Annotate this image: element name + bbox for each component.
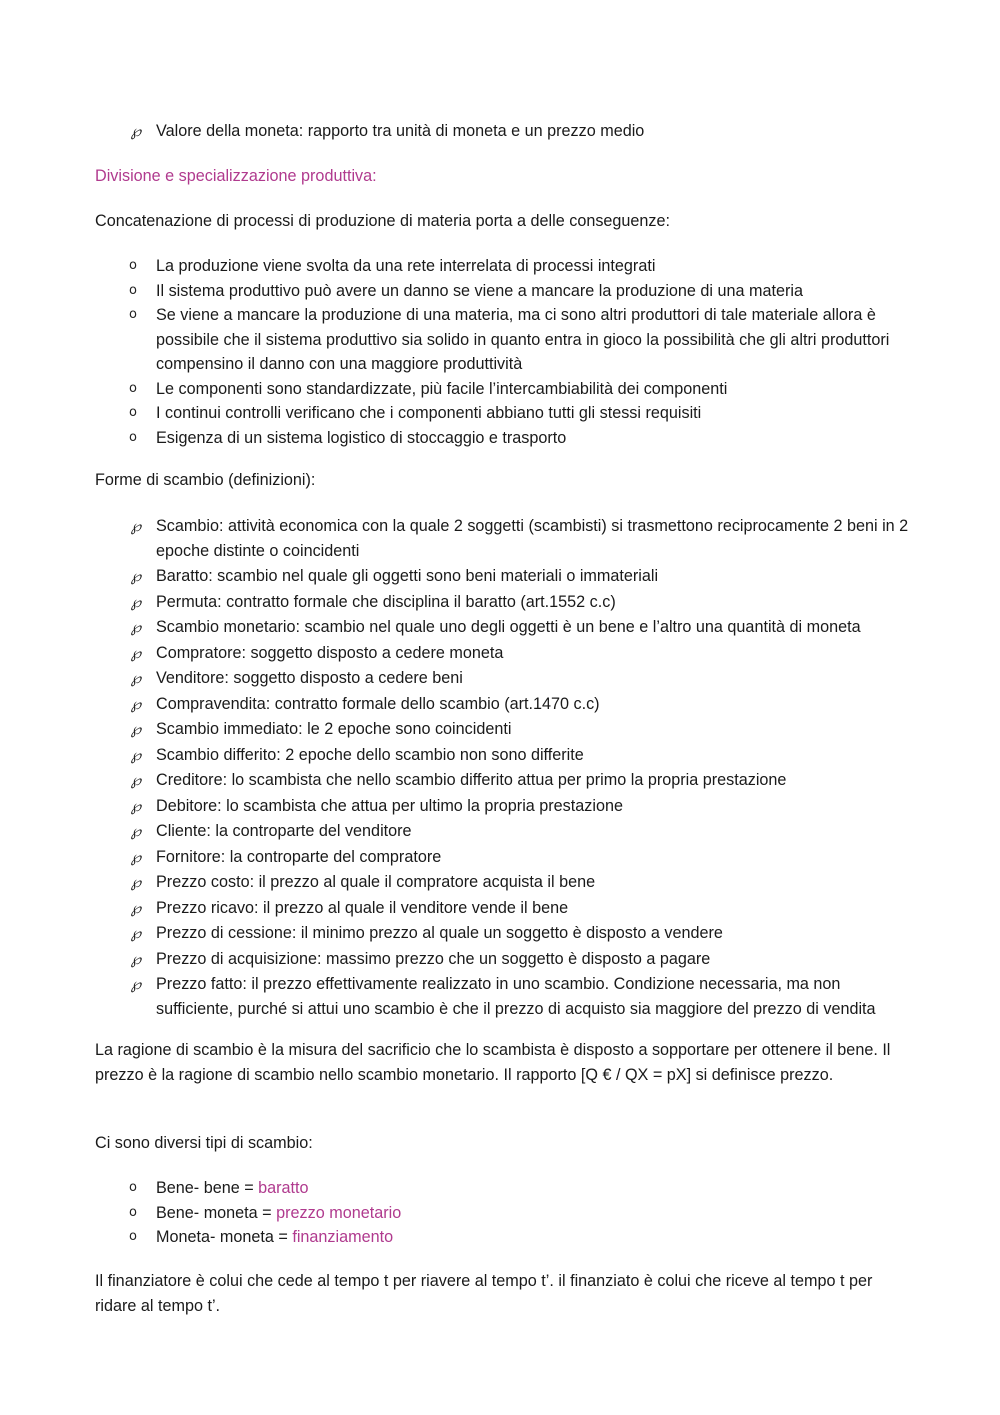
list-item-text: Prezzo fatto: il prezzo effettivamente realizzato in uno scambio. Condizione necessaria, ma non sufficiente, purché si attui uno scambio è che il prezzo di acquisto sia maggiore del prezzo di vendita [156, 975, 876, 1018]
type-prefix: Bene- bene = [156, 1179, 259, 1197]
list-item-text: Esigenza di un sistema logistico di stoccaggio e trasporto [156, 428, 567, 447]
list-item [95, 794, 915, 819]
leaf-bullet-icon: ℘ [130, 567, 142, 585]
circle-bullet-icon: o [129, 1229, 137, 1244]
circle-bullet-icon: o [129, 1204, 137, 1220]
leaf-bullet-icon: ℘ [130, 592, 142, 611]
leaf-bullet-icon: ℘ [130, 898, 142, 917]
list-item [95, 303, 915, 377]
list-item [95, 972, 915, 1021]
list-item-text: Prezzo di acquisizione: massimo prezzo che un soggetto è disposto a pagare [156, 949, 711, 968]
leaf-bullet-icon: ℘ [130, 618, 142, 636]
circle-bullet-icon: o [129, 380, 137, 396]
list-item-text: Creditore: lo scambista che nello scambio differito attua per primo la propria prestazione [156, 771, 787, 789]
list-item-text: Scambio monetario: scambio nel quale uno degli oggetti è un bene e l’altro una quantità di moneta [156, 618, 861, 636]
list-item-text: Compravendita: contratto formale dello scambio (art.1470 c.c) [156, 694, 600, 713]
list-item-text: Prezzo costo: il prezzo al quale il compratore acquista il bene [156, 873, 596, 891]
circle-bullet-icon: o [129, 258, 137, 273]
list-item [95, 845, 915, 870]
list-item-text: Scambio differito: 2 epoche dello scambio non sono differite [156, 745, 584, 764]
list-item [95, 641, 915, 666]
list-item [95, 615, 915, 640]
leaf-bullet-icon: ℘ [130, 822, 142, 840]
leaf-bullet-icon: ℘ [130, 949, 142, 968]
list-item-text: Se viene a mancare la produzione di una materia, ma ci sono altri produttori di tale materiale allora è possibile che il sistema produttivo sia solido in quanto entra in gioco la possibilità che gli altri produttori compensino il danno con una maggiore produttività [156, 306, 890, 373]
type-prefix: Bene- moneta = [156, 1203, 277, 1222]
list-item [95, 564, 915, 589]
list-item [95, 426, 915, 451]
list-item [95, 1176, 915, 1201]
forms-intro: Forme di scambio (definizioni): [95, 471, 316, 489]
list-item [95, 692, 915, 717]
leaf-bullet-icon: ℘ [130, 694, 142, 713]
types-list [95, 1176, 915, 1250]
leaf-bullet-icon: ℘ [130, 643, 142, 662]
circle-bullet-icon: o [129, 405, 137, 420]
list-item [95, 947, 915, 972]
type-term: baratto [258, 1179, 309, 1197]
type-prefix: Moneta- moneta = [156, 1228, 293, 1246]
leaf-bullet-icon: ℘ [130, 122, 142, 140]
types-intro: Ci sono diversi tipi di scambio: [95, 1134, 313, 1152]
list-item [95, 1201, 915, 1226]
type-term: prezzo monetario [276, 1203, 402, 1222]
list-item [95, 666, 915, 691]
leaf-bullet-icon: ℘ [130, 847, 142, 866]
list-item [95, 119, 915, 144]
leaf-bullet-icon: ℘ [130, 517, 142, 535]
list-item-text: Fornitore: la controparte del compratore [156, 847, 442, 866]
concat-intro: Concatenazione di processi di produzione di materia porta a delle conseguenze: [95, 212, 671, 230]
list-item-text: Debitore: lo scambista che attua per ultimo la propria prestazione [156, 796, 623, 815]
list-item [95, 590, 915, 615]
definitions-list [95, 514, 915, 1022]
leaf-bullet-icon: ℘ [130, 796, 142, 815]
leaf-bullet-icon: ℘ [130, 975, 142, 993]
list-item-text: Il sistema produttivo può avere un danno se viene a mancare la produzione di una materia [156, 281, 803, 300]
type-term: finanziamento [292, 1228, 394, 1246]
list-item-text: Prezzo di cessione: il minimo prezzo al quale un soggetto è disposto a vendere [156, 924, 723, 942]
list-item-text: Valore della moneta: rapporto tra unità di moneta e un prezzo medio [156, 122, 645, 140]
list-item-text: I continui controlli verificano che i componenti abbiano tutti gli stessi requisiti [156, 404, 702, 422]
list-item [95, 768, 915, 793]
leaf-bullet-icon: ℘ [130, 720, 142, 738]
list-item [95, 896, 915, 921]
final-paragraph: Il finanziatore è colui che cede al tempo t per riavere al tempo t’. il finanziato è colui che riceve al tempo t per ridare al tempo t’. [95, 1272, 873, 1315]
ragione-paragraph: La ragione di scambio è la misura del sacrificio che lo scambista è disposto a sopportare per ottenere il bene. Il prezzo è la ragione di scambio nello scambio monetario. Il rapporto [Q € / QX = pX] si definisce prezzo. [95, 1041, 891, 1084]
list-item-text: Permuta: contratto formale che disciplina il baratto (art.1552 c.c) [156, 592, 616, 611]
list-item [95, 717, 915, 742]
leaf-bullet-icon: ℘ [130, 924, 142, 942]
list-item-text: Compratore: soggetto disposto a cedere moneta [156, 643, 504, 662]
section-heading: Divisione e specializzazione produttiva: [95, 167, 377, 185]
list-item [95, 1225, 915, 1250]
circle-bullet-icon: o [129, 282, 137, 298]
list-item-text: Cliente: la controparte del venditore [156, 822, 412, 840]
list-item-text: La produzione viene svolta da una rete interrelata di processi integrati [156, 257, 656, 275]
circle-bullet-icon: o [129, 307, 137, 322]
list-item-text: Prezzo ricavo: il prezzo al quale il venditore vende il bene [156, 898, 569, 917]
list-item [95, 743, 915, 768]
list-item [95, 254, 915, 279]
list-item [95, 401, 915, 426]
leaf-bullet-icon: ℘ [130, 745, 142, 764]
circle-bullet-icon: o [129, 1180, 137, 1195]
leaf-bullet-icon: ℘ [130, 669, 142, 687]
leaf-bullet-icon: ℘ [130, 873, 142, 891]
list-item [95, 870, 915, 895]
circle-bullet-icon: o [129, 429, 137, 445]
list-item [95, 819, 915, 844]
list-item [95, 921, 915, 946]
top-bullet-list [95, 119, 915, 145]
consequences-list [95, 254, 915, 450]
leaf-bullet-icon: ℘ [130, 771, 142, 789]
list-item [95, 279, 915, 304]
list-item-text: Baratto: scambio nel quale gli oggetti sono beni materiali o immateriali [156, 567, 659, 585]
list-item-text: Scambio immediato: le 2 epoche sono coincidenti [156, 720, 512, 738]
list-item-text: Scambio: attività economica con la quale 2 soggetti (scambisti) si trasmettono reciprocamente 2 beni in 2 epoche distinte o coincidenti [156, 517, 909, 560]
list-item [95, 377, 915, 402]
list-item-text: Venditore: soggetto disposto a cedere beni [156, 669, 463, 687]
list-item [95, 514, 915, 563]
list-item-text: Le componenti sono standardizzate, più facile l’intercambiabilità dei componenti [156, 379, 728, 398]
